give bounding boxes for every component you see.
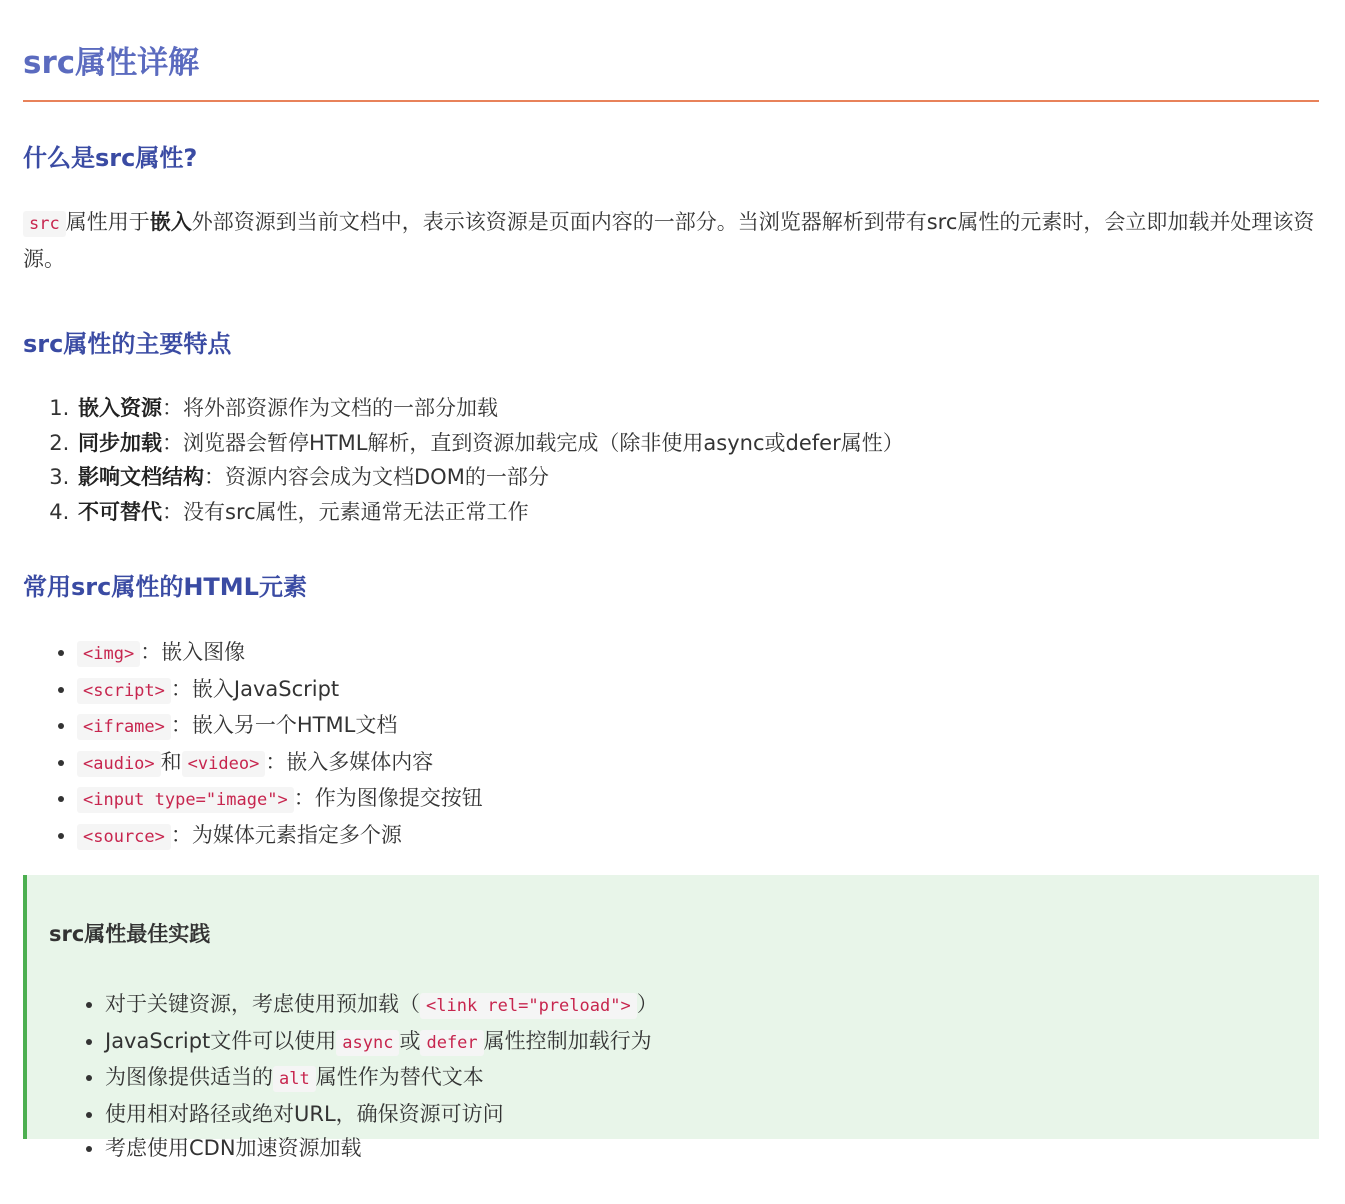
intro-paragraph (23, 205, 1319, 276)
inline-code: alt (273, 1066, 316, 1092)
inline-code: <img> (77, 641, 140, 667)
list-item (76, 460, 1319, 495)
list-item (105, 1060, 1299, 1097)
list-item (77, 781, 1319, 818)
tip-text: 为图像提供适当的 (105, 1065, 273, 1089)
feature-term: 嵌入资源 (78, 396, 162, 420)
inline-code: <video> (182, 751, 266, 777)
elements-list (23, 635, 1319, 854)
intro-text: 属性用于 (65, 210, 150, 234)
section-heading-what-is-src: 什么是src属性? (23, 144, 198, 172)
tip-text: ） (636, 992, 658, 1016)
list-item (105, 1131, 1299, 1166)
list-item (105, 1097, 1299, 1132)
element-desc: ：嵌入另一个HTML文档 (170, 713, 398, 737)
list-item (77, 745, 1319, 782)
callout-heading: src属性最佳实践 (49, 922, 211, 946)
inline-code: <audio> (77, 751, 161, 777)
element-desc: ：嵌入多媒体内容 (265, 749, 434, 774)
feature-desc: ：没有src属性，元素通常无法正常工作 (162, 499, 529, 524)
tip-text: 考虑使用CDN加速资源加载 (105, 1136, 362, 1160)
feature-desc: ：浏览器会暂停HTML解析，直到资源加载完成（除非使用async或defer属性） (162, 430, 904, 455)
section-heading-elements: 常用src属性的HTML元素 (23, 573, 307, 601)
list-item (105, 1024, 1299, 1061)
list-item (76, 391, 1319, 426)
join-text: 和 (160, 749, 182, 774)
list-item (77, 672, 1319, 709)
features-list (23, 391, 1319, 529)
element-desc: ：嵌入JavaScript (170, 676, 340, 701)
inline-code: <source> (77, 824, 171, 850)
tip-text: 使用相对路径或绝对URL，确保资源可访问 (105, 1101, 504, 1126)
list-item (76, 426, 1319, 461)
feature-term: 影响文档结构 (78, 465, 204, 489)
feature-term: 同步加载 (78, 430, 162, 455)
list-item (77, 635, 1319, 672)
section-heading-features: src属性的主要特点 (23, 330, 232, 358)
tip-text: 或 (399, 1028, 421, 1053)
inline-code: <iframe> (77, 714, 171, 740)
element-desc: ：作为图像提交按钮 (293, 786, 483, 810)
list-item (77, 708, 1319, 745)
intro-text: 外部资源到当前文档中，表示该资源是页面内容的一部分。当浏览器解析到带有src属性的元素时，会立即加载并处理该资源。 (23, 210, 1315, 271)
tip-text: JavaScript文件可以使用 (105, 1028, 337, 1053)
list-item (77, 818, 1319, 855)
bold-text: 嵌入 (149, 210, 192, 234)
list-item (105, 987, 1299, 1024)
element-desc: ：为媒体元素指定多个源 (170, 822, 402, 847)
inline-code: <script> (77, 678, 171, 704)
tip-text: 属性作为替代文本 (315, 1065, 484, 1089)
inline-code: defer (420, 1030, 483, 1056)
best-practice-list (49, 987, 1299, 1166)
tip-text: 属性控制加载行为 (483, 1028, 652, 1053)
inline-code: <link rel="preload"> (420, 993, 637, 1019)
best-practice-callout (23, 875, 1319, 1160)
feature-desc: ：将外部资源作为文档的一部分加载 (162, 396, 498, 420)
element-desc: ：嵌入图像 (140, 640, 246, 664)
feature-term: 不可替代 (78, 499, 162, 524)
list-item (76, 495, 1319, 530)
inline-code: <input type="image"> (77, 787, 294, 813)
inline-code: async (336, 1030, 399, 1056)
tip-text: 对于关键资源，考虑使用预加载（ (105, 992, 420, 1016)
inline-code: src (23, 211, 66, 237)
feature-desc: ：资源内容会成为文档DOM的一部分 (204, 465, 549, 489)
page-title: src属性详解 (23, 0, 1319, 102)
